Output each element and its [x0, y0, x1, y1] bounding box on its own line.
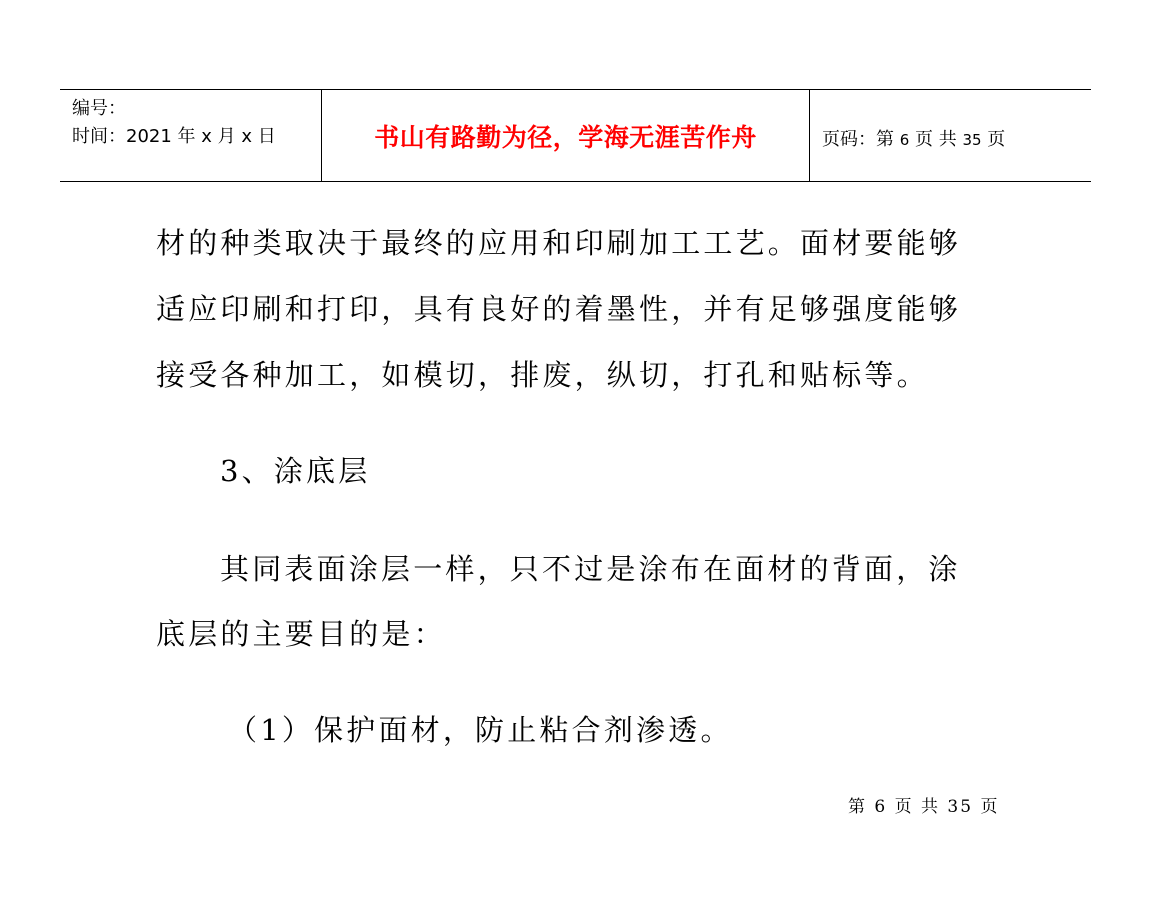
page-suffix: 页	[981, 129, 1006, 150]
document-number-label: 编号：	[72, 98, 126, 119]
paragraph-line: 其同表面涂层一样，只不过是涂布在面材的背面，涂	[220, 552, 961, 586]
page-prefix: 页码：第	[822, 129, 900, 150]
page-footer: 第 6 页 共 35 页	[848, 797, 1000, 817]
header-motto-cell	[322, 90, 810, 181]
paragraph-line: 底层的主要目的是：	[156, 617, 446, 651]
paragraph-line: 适应印刷和打印，具有良好的着墨性，并有足够强度能够	[156, 292, 962, 326]
paragraph-line: 材的种类取决于最终的应用和印刷加工工艺。面材要能够	[156, 226, 962, 260]
header-page-number	[822, 125, 1005, 151]
paragraph-line: 接受各种加工，如模切，排废，纵切，打孔和贴标等。	[156, 358, 929, 392]
page-total: 35	[962, 131, 982, 149]
header-info-cell	[60, 90, 322, 181]
section-heading: 3、涂底层	[220, 454, 371, 488]
document-header	[60, 89, 1091, 182]
page-middle: 页 共	[909, 129, 963, 150]
document-date: 时间：2021 年 x 月 x 日	[72, 126, 276, 147]
page-current: 6	[899, 131, 910, 149]
list-item: （1）保护面材，防止粘合剂渗透。	[228, 713, 733, 747]
header-motto: 书山有路勤为径，学海无涯苦作舟	[374, 122, 757, 152]
header-page-cell	[810, 90, 1091, 181]
